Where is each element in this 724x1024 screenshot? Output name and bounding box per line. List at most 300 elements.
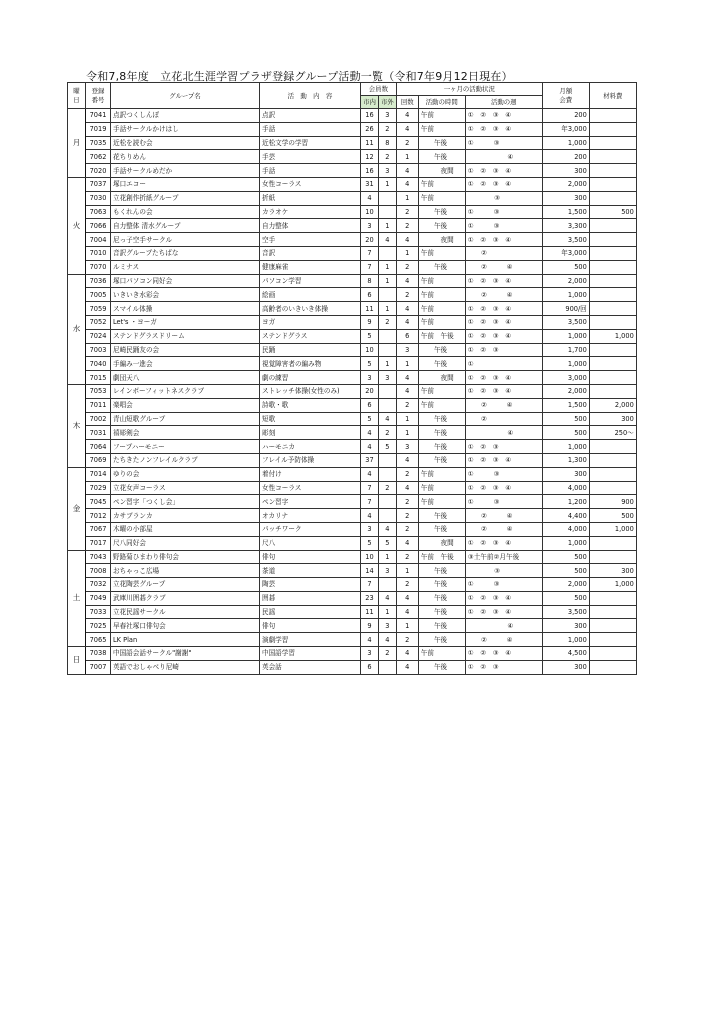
count-cell: 2 [396,219,418,233]
time-cell: 午後 [418,219,465,233]
count-cell: 2 [396,522,418,536]
reg-no-cell: 7040 [86,357,111,371]
material-fee-cell [589,136,636,150]
weeks-cell: ① ② ③ [465,343,542,357]
table-row [68,536,637,550]
time-cell: 夜間 [418,536,465,550]
count-cell: 4 [396,233,418,247]
count-cell: 4 [396,536,418,550]
members-out-cell [379,288,397,302]
time-cell: 午前 [418,246,465,260]
time-cell: 午後 [418,440,465,454]
day-of-week-cell: 水 [68,274,86,384]
weeks-cell: ④ [465,150,542,164]
table-row [68,164,637,178]
material-fee-cell: 300 [589,564,636,578]
members-out-cell: 4 [379,633,397,647]
weeks-cell: ④ [465,426,542,440]
reg-no-cell: 7037 [86,177,111,191]
members-out-cell: 2 [379,426,397,440]
group-name-cell: 手話サークルかけはし [111,122,260,136]
time-cell: 午前 [418,288,465,302]
activity-cell: ペン習字 [260,495,361,509]
activity-cell: ヨガ [260,315,361,329]
monthly-fee-cell: 2,000 [542,384,589,398]
weeks-cell: ① ② ③ ④ [465,453,542,467]
group-name-cell: 劇団天八 [111,371,260,385]
weeks-cell: ① ② ③ ④ [465,122,542,136]
weeks-cell: ② ④ [465,509,542,523]
material-fee-cell [589,619,636,633]
monthly-fee-cell: 300 [542,164,589,178]
activity-cell: ハーモニカ [260,440,361,454]
weeks-cell: ① ② ③ ④ [465,536,542,550]
members-in-cell: 4 [361,633,379,647]
members-out-cell [379,384,397,398]
monthly-fee-cell: 500 [542,426,589,440]
members-out-cell: 3 [379,109,397,123]
members-in-cell: 7 [361,260,379,274]
reg-no-cell: 7067 [86,522,111,536]
activity-cell: 女性コーラス [260,177,361,191]
monthly-fee-cell: 4,400 [542,509,589,523]
material-fee-cell: 500 [589,509,636,523]
table-row [68,150,637,164]
activity-cell: 短歌 [260,412,361,426]
members-out-cell: 1 [379,274,397,288]
material-fee-cell [589,591,636,605]
activity-cell: 自力整体 [260,219,361,233]
members-in-cell: 6 [361,660,379,674]
activity-cell: 詩歌・歌 [260,398,361,412]
group-name-cell: レインボーフィットネスクラブ [111,384,260,398]
reg-no-cell: 7012 [86,509,111,523]
time-cell: 午後 [418,150,465,164]
material-fee-cell [589,536,636,550]
time-cell: 午前 [418,398,465,412]
header-monthly-activity: 一ヶ月の活動状況 [396,83,542,96]
count-cell: 3 [396,343,418,357]
weeks-cell: ① ② ③ ④ [465,384,542,398]
monthly-fee-cell: 3,000 [542,371,589,385]
table-row [68,233,637,247]
time-cell: 午前 [418,384,465,398]
time-cell: 午後 [418,205,465,219]
reg-no-cell: 7063 [86,205,111,219]
table-header [68,83,637,109]
count-cell: 4 [396,109,418,123]
time-cell: 午前 [418,315,465,329]
activity-cell: オカリナ [260,509,361,523]
material-fee-cell [589,481,636,495]
group-name-cell: 野路菊ひまわり俳句会 [111,550,260,564]
activity-cell: 空手 [260,233,361,247]
monthly-fee-cell: 1,300 [542,453,589,467]
monthly-fee-cell: 500 [542,564,589,578]
monthly-fee-cell: 300 [542,191,589,205]
monthly-fee-cell: 500 [542,412,589,426]
monthly-fee-cell: 300 [542,660,589,674]
material-fee-cell: 900 [589,495,636,509]
weeks-cell: ① ② ③ ④ [465,647,542,661]
group-name-cell: 自力整体 清水グループ [111,219,260,233]
activity-cell: パッチワーク [260,522,361,536]
activity-cell: 健康麻雀 [260,260,361,274]
table-row [68,315,637,329]
reg-no-cell: 7024 [86,329,111,343]
table-row [68,578,637,592]
members-out-cell: 4 [379,591,397,605]
material-fee-cell [589,122,636,136]
material-fee-cell [589,109,636,123]
members-in-cell: 5 [361,357,379,371]
material-fee-cell [589,274,636,288]
time-cell: 午後 [418,260,465,274]
group-name-cell: 立花創作折紙グループ [111,191,260,205]
group-name-cell: ペン習字「つくし会」 [111,495,260,509]
day-of-week-cell: 火 [68,177,86,274]
material-fee-cell [589,302,636,316]
activity-cell: 絵画 [260,288,361,302]
group-name-cell: 楽唱会 [111,398,260,412]
group-name-cell: 早春社塚口俳句会 [111,619,260,633]
material-fee-cell [589,288,636,302]
table-row [68,633,637,647]
members-in-cell: 23 [361,591,379,605]
time-cell: 午前 午後 [418,329,465,343]
members-out-cell [379,495,397,509]
weeks-cell: ① ② ③ ④ [465,481,542,495]
monthly-fee-cell: 900/回 [542,302,589,316]
members-out-cell [379,329,397,343]
material-fee-cell: 1,000 [589,522,636,536]
count-cell: 1 [396,426,418,440]
time-cell: 午後 [418,343,465,357]
reg-no-cell: 7031 [86,426,111,440]
weeks-cell: ③ [465,191,542,205]
monthly-fee-cell: 300 [542,619,589,633]
monthly-fee-cell: 1,000 [542,440,589,454]
material-fee-cell [589,605,636,619]
activity-cell: 中国語学習 [260,647,361,661]
table-row [68,440,637,454]
material-fee-cell [589,467,636,481]
group-name-cell: 尼崎民踊友の会 [111,343,260,357]
weeks-cell: ① ② ③ ④ [465,371,542,385]
activity-cell: カラオケ [260,205,361,219]
members-out-cell: 2 [379,647,397,661]
members-in-cell: 26 [361,122,379,136]
members-in-cell: 3 [361,522,379,536]
weeks-cell: ① ② ③ [465,440,542,454]
activity-cell: 囲碁 [260,591,361,605]
weeks-cell: ② ④ [465,260,542,274]
day-of-week-cell: 木 [68,384,86,467]
time-cell: 午前 午後 [418,550,465,564]
count-cell: 2 [396,509,418,523]
reg-no-cell: 7062 [86,150,111,164]
table-row [68,357,637,371]
count-cell: 4 [396,315,418,329]
count-cell: 2 [396,398,418,412]
table-row [68,647,637,661]
weeks-cell: ② ④ [465,633,542,647]
count-cell: 4 [396,164,418,178]
members-out-cell [379,343,397,357]
monthly-fee-cell: 3,500 [542,315,589,329]
members-out-cell [379,660,397,674]
time-cell: 午前 [418,467,465,481]
activity-cell: パソコン学習 [260,274,361,288]
members-in-cell: 10 [361,205,379,219]
monthly-fee-cell: 200 [542,109,589,123]
members-out-cell: 2 [379,481,397,495]
table-row [68,274,637,288]
table-row [68,619,637,633]
table-row [68,412,637,426]
group-name-cell: 花ちりめん [111,150,260,164]
monthly-fee-cell: 1,500 [542,398,589,412]
members-in-cell: 16 [361,164,379,178]
time-cell: 午後 [418,591,465,605]
members-out-cell: 3 [379,564,397,578]
weeks-cell: ① ② ③ ④ [465,302,542,316]
members-in-cell: 11 [361,136,379,150]
weeks-cell: ① ② ③ ④ [465,164,542,178]
members-out-cell: 3 [379,164,397,178]
count-cell: 2 [396,495,418,509]
header-material-fee: 材料費 [589,83,636,109]
table-row [68,453,637,467]
material-fee-cell [589,246,636,260]
activity-cell: 視覚障害者の編み物 [260,357,361,371]
table-row [68,481,637,495]
activity-cell: 陶芸 [260,578,361,592]
time-cell: 午後 [418,660,465,674]
header-group-name: グループ名 [111,83,260,109]
members-in-cell: 20 [361,233,379,247]
members-in-cell: 7 [361,578,379,592]
time-cell: 午前 [418,274,465,288]
reg-no-cell: 7002 [86,412,111,426]
count-cell: 4 [396,453,418,467]
weeks-cell: ① ③ [465,467,542,481]
reg-no-cell: 7011 [86,398,111,412]
group-name-cell: 音訳グループたちばな [111,246,260,260]
monthly-fee-cell: 4,000 [542,481,589,495]
table-row [68,371,637,385]
material-fee-cell [589,453,636,467]
group-name-cell: 武庫川囲碁クラブ [111,591,260,605]
activity-cell: 手話 [260,164,361,178]
members-in-cell: 7 [361,495,379,509]
monthly-fee-cell: 500 [542,260,589,274]
members-in-cell: 4 [361,440,379,454]
table-row [68,509,637,523]
table-row [68,426,637,440]
table-body [68,109,637,675]
weeks-cell: ① ② ③ ④ [465,591,542,605]
count-cell: 2 [396,467,418,481]
reg-no-cell: 7070 [86,260,111,274]
members-out-cell: 2 [379,315,397,329]
group-name-cell: 手編み一進会 [111,357,260,371]
members-out-cell [379,246,397,260]
time-cell: 午後 [418,605,465,619]
reg-no-cell: 7005 [86,288,111,302]
weeks-cell: ③ [465,564,542,578]
table-row [68,260,637,274]
count-cell: 3 [396,440,418,454]
time-cell: 午後 [418,522,465,536]
group-name-cell: 手話サークルめだか [111,164,260,178]
members-out-cell: 5 [379,440,397,454]
weeks-cell: ① ③ [465,136,542,150]
reg-no-cell: 7045 [86,495,111,509]
weeks-cell: ① ③ [465,219,542,233]
group-name-cell: 中国語会話サークル"謝謝" [111,647,260,661]
activity-cell: 劇の練習 [260,371,361,385]
activity-cell: 英会話 [260,660,361,674]
members-out-cell: 1 [379,550,397,564]
weeks-cell: ① ② ③ ④ [465,315,542,329]
members-in-cell: 37 [361,453,379,467]
table-row [68,605,637,619]
members-in-cell: 11 [361,605,379,619]
activity-cell: 折紙 [260,191,361,205]
monthly-fee-cell: 3,500 [542,233,589,247]
table-row [68,205,637,219]
members-in-cell: 31 [361,177,379,191]
table-row [68,191,637,205]
time-cell: 夜間 [418,164,465,178]
group-activity-table [67,82,637,675]
group-name-cell: 立花陶芸グループ [111,578,260,592]
reg-no-cell: 7029 [86,481,111,495]
count-cell: 2 [396,288,418,302]
group-name-cell: 立花民謡サークル [111,605,260,619]
reg-no-cell: 7014 [86,467,111,481]
activity-cell: 手芸 [260,150,361,164]
count-cell: 4 [396,591,418,605]
group-name-cell: LK Plan [111,633,260,647]
members-in-cell: 4 [361,426,379,440]
material-fee-cell [589,260,636,274]
members-in-cell: 3 [361,219,379,233]
members-out-cell [379,205,397,219]
time-cell: 午後 [418,578,465,592]
material-fee-cell [589,343,636,357]
members-out-cell: 4 [379,412,397,426]
table-row [68,109,637,123]
weeks-cell: ② ④ [465,288,542,302]
members-in-cell: 14 [361,564,379,578]
time-cell: 午前 [418,302,465,316]
time-cell: 夜間 [418,371,465,385]
members-in-cell: 11 [361,302,379,316]
table-row [68,219,637,233]
time-cell: 午後 [418,453,465,467]
material-fee-cell [589,384,636,398]
members-out-cell: 4 [379,233,397,247]
activity-cell: 高齢者のいきいき体操 [260,302,361,316]
table-row [68,467,637,481]
weeks-cell: ① ② ③ ④ [465,329,542,343]
table-row [68,122,637,136]
group-name-cell: 塚口エコー [111,177,260,191]
reg-no-cell: 7020 [86,164,111,178]
activity-cell: ストレッチ体操(女性のみ) [260,384,361,398]
group-name-cell: Let's ・ヨーガ [111,315,260,329]
count-cell: 2 [396,578,418,592]
monthly-fee-cell: 1,500 [542,205,589,219]
group-name-cell: たちきたノンフレイルクラブ [111,453,260,467]
members-in-cell: 20 [361,384,379,398]
count-cell: 4 [396,274,418,288]
time-cell: 午後 [418,633,465,647]
count-cell: 2 [396,136,418,150]
members-out-cell [379,453,397,467]
weeks-cell: ① [465,357,542,371]
material-fee-cell [589,647,636,661]
material-fee-cell: 1,000 [589,578,636,592]
header-reg-no: 登録 番号 [86,83,111,109]
monthly-fee-cell: 1,000 [542,357,589,371]
members-out-cell [379,509,397,523]
members-out-cell: 1 [379,302,397,316]
material-fee-cell [589,633,636,647]
members-out-cell [379,467,397,481]
members-in-cell: 6 [361,288,379,302]
header-time: 活動の時間 [418,96,465,109]
monthly-fee-cell: 1,200 [542,495,589,509]
weeks-cell: ① ② ③ ④ [465,605,542,619]
activity-cell: 民謡 [260,605,361,619]
members-out-cell: 2 [379,122,397,136]
count-cell: 4 [396,384,418,398]
count-cell: 2 [396,550,418,564]
reg-no-cell: 7003 [86,343,111,357]
weeks-cell: ② [465,246,542,260]
members-in-cell: 4 [361,191,379,205]
members-in-cell: 3 [361,371,379,385]
material-fee-cell [589,164,636,178]
members-out-cell: 1 [379,357,397,371]
table-row [68,591,637,605]
group-name-cell: フープハーモニー [111,440,260,454]
header-members-in: 市内 [361,96,379,109]
activity-cell: 点訳 [260,109,361,123]
group-name-cell: 英語でおしゃべり尼崎 [111,660,260,674]
material-fee-cell [589,219,636,233]
header-activity: 活 動 内 容 [260,83,361,109]
weeks-cell: ④ [465,619,542,633]
members-out-cell: 4 [379,522,397,536]
activity-cell: 着付け [260,467,361,481]
day-of-week-cell: 金 [68,467,86,550]
reg-no-cell: 7004 [86,233,111,247]
group-name-cell: ステンドグラスドリーム [111,329,260,343]
material-fee-cell [589,371,636,385]
time-cell: 午前 [418,177,465,191]
monthly-fee-cell: 500 [542,550,589,564]
table-row [68,136,637,150]
monthly-fee-cell: 年3,000 [542,246,589,260]
members-out-cell: 1 [379,177,397,191]
count-cell: 4 [396,122,418,136]
reg-no-cell: 7069 [86,453,111,467]
members-in-cell: 6 [361,398,379,412]
